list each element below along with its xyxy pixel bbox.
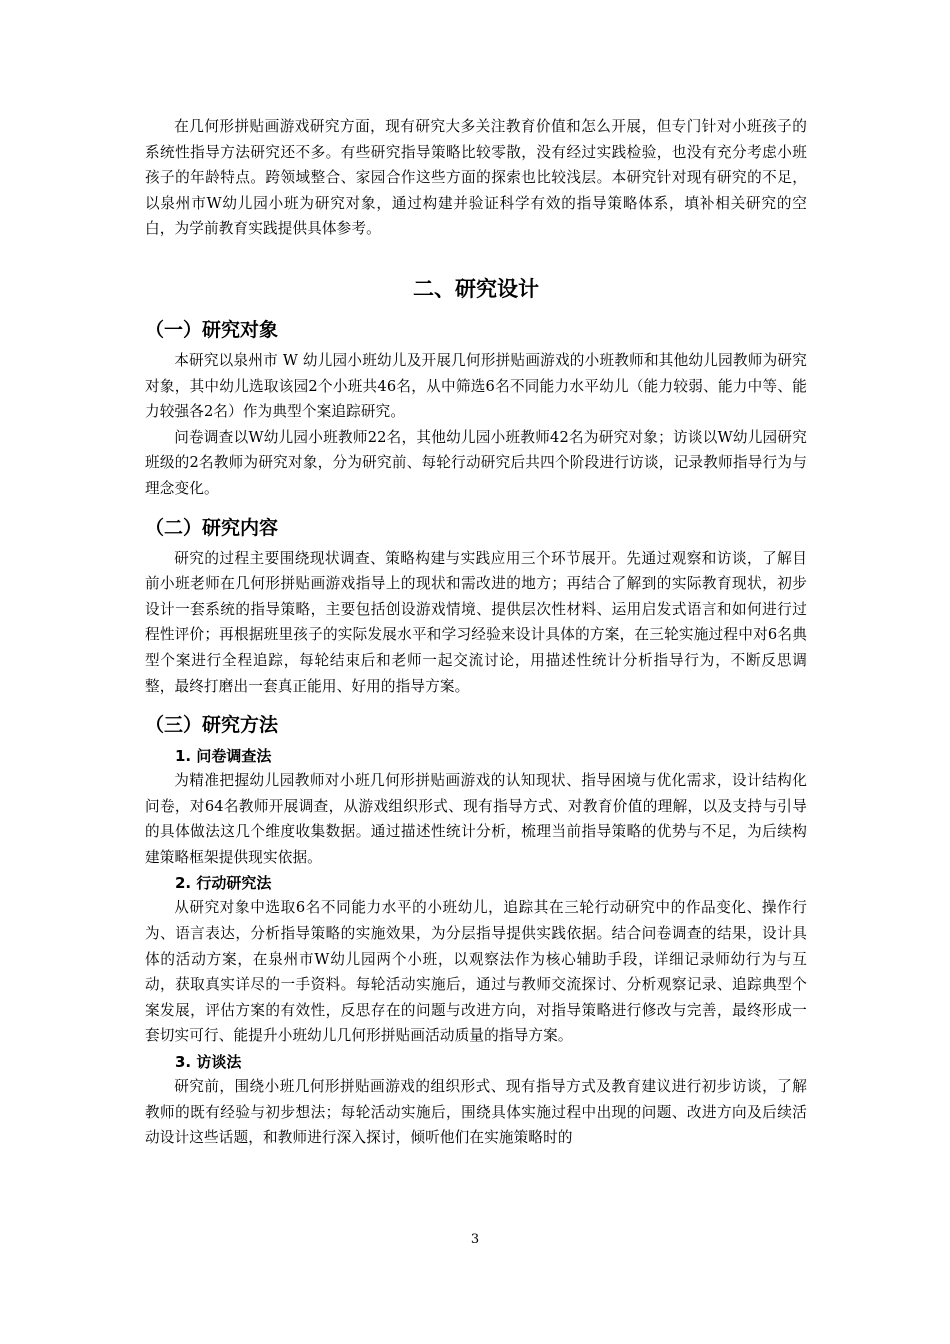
method-action-research-text: 从研究对象中选取6名不同能力水平的小班幼儿，追踪其在三轮行动研究中的作品变化、操作行为、语言表达，分析指导策略的实施效果，为分层指导提供实践依据。结合问卷调查的结果，设计具体的活动方案，在泉州市W幼儿园两个小班，以观察法作为核心辅助手段，详细记录师幼行为与互动，获取真实详尽的一手资料。每轮活动实施后，通过与教师交流探讨、分析观察记录、追踪典型个案发展，评估方案的有效性，反思存在的问题与改进方向，对指导策略进行修改与完善，最终形成一套切实可行、能提升小班幼儿几何形拼贴画活动质量的指导方案。 — [145, 899, 807, 1045]
page-number: 3 — [470, 1232, 480, 1247]
method-questionnaire-text: 为精准把握幼儿园教师对小班几何形拼贴画游戏的认知现状、指导困境与优化需求，设计结构化问卷，对64名教师开展调查，从游戏组织形式、现有指导方式、对教育价值的理解，以及支持与引导的具体做法这几个维度收集数据。通过描述性统计分析，梳理当前指导策略的优势与不足，为后续构建策略框架提供现实依据。 — [145, 772, 807, 866]
method-questionnaire-title: 1. 问卷调查法 — [175, 747, 272, 766]
subjects-heading: （一）研究对象 — [145, 318, 279, 341]
content-paragraph: 研究的过程主要围绕现状调查、策略构建与实践应用三个环节展开。先通过观察和访谈，了解目前小班老师在几何形拼贴画游戏指导上的现状和需改进的地方；再结合了解到的实际教育现状，初步设计一套系统的指导策略，主要包括创设游戏情境、提供层次性材料、运用启发式语言和如何进行过程性评价；再根据班里孩子的实际发展水平和学习经验来设计具体的方案，在三轮实施过程中对6名典型个案进行全程追踪，每轮结束后和老师一起交流讨论，用描述性统计分析指导行为，不断反思调整，最终打磨出一套真正能用、好用的指导方案。 — [145, 549, 807, 695]
subjects-paragraph-2: 问卷调查以W幼儿园小班教师22名，其他幼儿园小班教师42名为研究对象；访谈以W幼儿园研究班级的2名教师为研究对象，分为研究前、每轮行动研究后共四个阶段进行访谈，记录教师指导行为与理念变化。 — [145, 428, 807, 497]
section-title: 二、研究设计 — [413, 276, 539, 301]
subjects-paragraph-1: 本研究以泉州市 W 幼儿园小班幼儿及开展几何形拼贴画游戏的小班教师和其他幼儿园教师为研究对象，其中幼儿选取该园2个小班共46名，从中筛选6名不同能力水平幼儿（能力较弱、能力中等、能力较强各2名）作为典型个案追踪研究。 — [145, 351, 807, 421]
intro-paragraph: 在几何形拼贴画游戏研究方面，现有研究大多关注教育价值和怎么开展，但专门针对小班孩子的系统性指导方法研究还不多。有些研究指导策略比较零散，没有经过实践检验，也没有充分考虑小班孩子的年龄特点。跨领域整合、家园合作这些方面的探索也比较浅层。本研究针对现有研究的不足，以泉州市W幼儿园小班为研究对象，通过构建并验证科学有效的指导策略体系，填补相关研究的空白，为学前教育实践提供具体参考。 — [145, 118, 807, 238]
document-page — [145, 114, 807, 1151]
method-interview-text: 研究前，围绕小班几何形拼贴画游戏的组织形式、现有指导方式及教育建议进行初步访谈，了解教师的既有经验与初步想法；每轮活动实施后，围绕具体实施过程中出现的问题、改进方向及后续活动设计这些话题，和教师进行深入探讨，倾听他们在实施策略时的 — [145, 1078, 807, 1147]
method-action-research-title: 2. 行动研究法 — [175, 874, 272, 893]
method-interview-title: 3. 访谈法 — [175, 1053, 242, 1072]
methods-heading: （三）研究方法 — [145, 714, 279, 737]
content-heading: （二）研究内容 — [145, 516, 279, 539]
